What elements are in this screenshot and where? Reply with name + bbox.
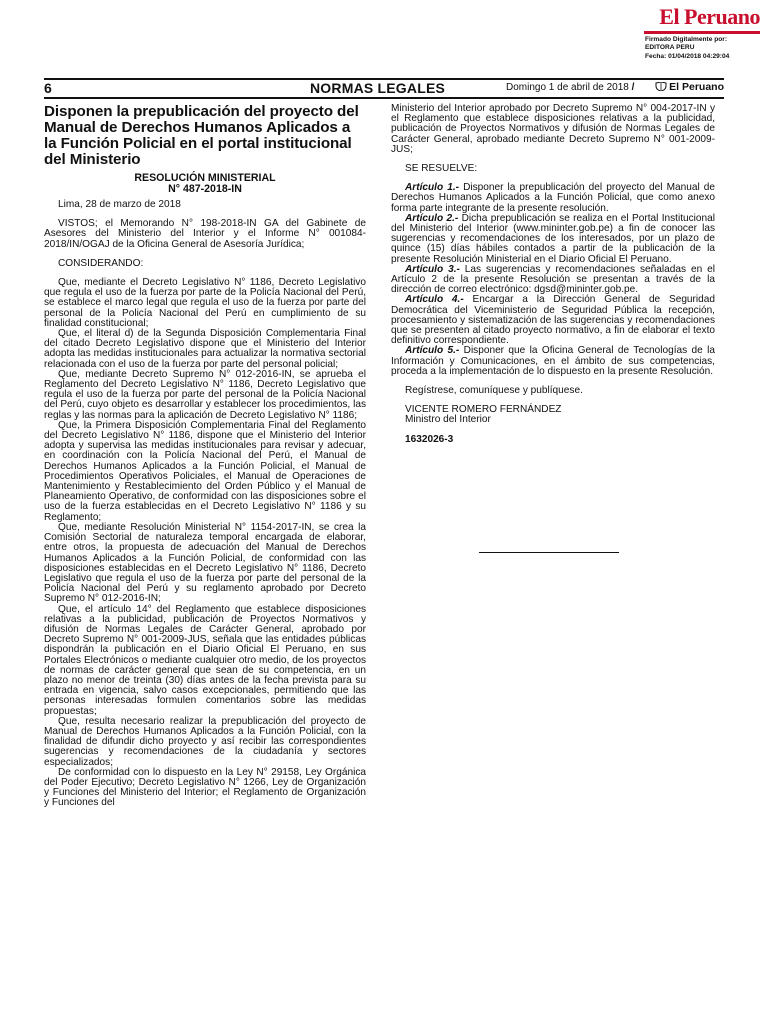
right-column bbox=[391, 104, 715, 445]
articulo-paragraph: Artículo 2.- Dicha prepublicación se realiza en el Portal Institucional del Ministerio del Interior (www.mininter.gob.pe) a fin de conocer las sugerencias y recomendaciones de los interesados, por un plazo de quince (15) días hábiles contados a partir de la publicación de la presente Resolución Ministerial en el Diario Oficial El Peruano. bbox=[391, 212, 715, 265]
masthead bbox=[600, 4, 764, 72]
publication-code: 1632026-3 bbox=[405, 433, 454, 445]
considerando-paragraph: Que, resulta necesario realizar la prepublicación del proyecto de Manual de Derechos Humanos Aplicados a la Función Policial, con la finalidad de difundir dicho proyecto y así recibir las correspondientes sugerencias y recomendaciones de la ciudadanía y sectores especializados; bbox=[44, 715, 366, 768]
digital-signature bbox=[645, 36, 729, 61]
vistos-paragraph: VISTOS; el Memorando N° 198-2018-IN GA del Gabinete de Asesores del Ministerio del Interior y el Informe N° 001084-2018/IN/OGAJ de la Oficina General de Asesoría Jurídica; bbox=[44, 218, 366, 250]
conformidad-continuation: Ministerio del Interior aprobado por Decreto Supremo N° 004-2017-IN y el Reglamento que establece disposiciones relativas a la publicidad, publicación de Proyectos Normativos y difusión de Normas Legales de Carácter General, aprobado mediante Decreto Supremo N° 001-2009-JUS; bbox=[391, 103, 715, 155]
end-rule bbox=[479, 552, 619, 553]
page-header bbox=[44, 80, 724, 96]
signature-line: Firmado Digitalmente por: bbox=[645, 36, 728, 43]
considerando-paragraph: Que, el artículo 14° del Reglamento que establece disposiciones relativas a la publicidad, publicación de Proyectos Normativos y difusión de Normas Legales de Carácter General, aprobado por Decreto Supremo N° 001-2009-JUS, señala que las entidades públicas dispondrán la publicación en el Diario Oficial El Peruano, en sus Portales Electrónicos o mediante cualquier otro medio, de los proyectos de normas de carácter general que sean de su competencia, en un plazo no menor de treinta (30) días antes de la fecha prevista para su entrada en vigencia, salvo casos excepcionales, permitiendo que las personas interesadas formulen comentarios sobre las medidas propuestas; bbox=[44, 603, 366, 717]
articulo-paragraph: Artículo 4.- Encargar a la Dirección General de Seguridad Democrática del Viceministerio de Seguridad Pública la recepción, procesamiento y sistematización de las sugerencias y recomendaciones que se presenten al citado proyecto normativo, a fin de elaborar el texto definitivo correspondiente. bbox=[391, 294, 715, 347]
signature-line: Fecha: 01/04/2018 04:29:04 bbox=[645, 52, 730, 60]
considerando-paragraph: Que, mediante el Decreto Legislativo N° 1186, Decreto Legislativo que regula el uso de la fuerza por parte de la Policía Nacional del Perú, se establece el marco legal que regula el uso de la fuerza por parte del personal de la Policía Nacional del Perú en cumplimiento de su finalidad constitucional; bbox=[44, 277, 366, 329]
conformidad-paragraph: De conformidad con lo dispuesto en la Ley N° 29158, Ley Orgánica del Poder Ejecutivo; Decreto Legislativo N° 1266, Ley de Organización y Funciones del Ministerio del Interior; el Reglamento de Organización y Funciones del bbox=[44, 766, 366, 809]
brand-rule bbox=[644, 31, 760, 34]
considerando-paragraph: Que, el literal d) de la Segunda Disposición Complementaria Final del citado Decreto Legislativo dispone que el Ministerio del Interior adopta las medidas institucionales para actualizar la normativa sectorial relacionada con el uso de la fuerza por parte del personal policial; bbox=[44, 328, 366, 370]
place-date: Lima, 28 de marzo de 2018 bbox=[58, 199, 181, 210]
considerando-paragraph: Que, mediante Resolución Ministerial N° 1154-2017-IN, se crea la Comisión Sectorial de naturaleza temporal encargada de elaborar, entre otros, la propuesta de adecuación del Manual de Derechos Humanos Aplicados a la Función Policial, de conformidad con las disposiciones establecidas en el Decreto Legislativo N° 1186, Decreto Legislativo que regula el uso de la fuerza por parte del personal de la Policía Nacional del Perú y su reglamento aprobado por Decreto Supremo N° 012-2016-IN; bbox=[44, 521, 366, 605]
considerando-label: CONSIDERANDO: bbox=[58, 257, 144, 269]
brand-logo: El Peruano bbox=[659, 4, 760, 29]
resolution-number: N° 487-2018-IN bbox=[168, 183, 242, 195]
se-resuelve-label: SE RESUELVE: bbox=[405, 163, 478, 175]
considerando-paragraph: Que, mediante Decreto Supremo N° 012-2016-IN, se aprueba el Reglamento del Decreto Legislativo N° 1186, Decreto Legislativo que regula el uso de la fuerza por parte del personal de la Policía Nacional del Perú, cuyo objeto es desarrollar y establecer los procedimientos, las reglas y las normas para la aplicación de Decreto Legislativo N° 1186; bbox=[44, 368, 366, 421]
section-title: NORMAS LEGALES bbox=[310, 80, 446, 96]
peru-shield-icon bbox=[655, 82, 667, 91]
signature-line: EDITORA PERU bbox=[645, 44, 695, 52]
articulo-paragraph: Artículo 1.- Disponer la prepublicación del proyecto del Manual de Derechos Humanos Aplicados a la Función Policial, que como anexo forma parte integrante de la presente resolución. bbox=[391, 182, 716, 214]
signer-name: VICENTE ROMERO FERNÁNDEZ bbox=[405, 404, 562, 416]
left-column bbox=[44, 104, 366, 809]
articulo-paragraph: Artículo 3.- Las sugerencias y recomendaciones señaladas en el Artículo 2 de la presente Resolución se presentan a través de la dirección de correo electrónico: dgsd@mininter.gob.pe. bbox=[391, 263, 715, 296]
signer-title: Ministro del Interior bbox=[405, 414, 491, 426]
closing-formula: Regístrese, comuníquese y publíquese. bbox=[405, 385, 583, 397]
articulo-paragraph: Artículo 5.- Disponer que la Oficina General de Tecnologías de la Información y Comunicaciones, en el ámbito de sus competencias, proceda a la implementación de lo dispuesto en la presente Resolución. bbox=[391, 345, 715, 377]
header-date: Domingo 1 de abril de 2018 / bbox=[506, 82, 635, 93]
resolution-type: RESOLUCIÓN MINISTERIAL bbox=[134, 172, 276, 184]
considerando-paragraph: Que, la Primera Disposición Complementaria Final del Reglamento del Decreto Legislativo N° 1186, dispone que el Ministerio del Interior adopta y supervisa las medidas institucionales para revisar y adecuar, en coordinación con la Policía Nacional del Perú, el Manual de Derechos Humanos Aplicados a la Función Policial, el Manual de Procedimientos Operativos Policiales, el Manual de Operaciones de Mantenimiento y Restablecimiento del Orden Público y el Manual de Planeamiento Operativo, de conformidad con las disposiciones sobre el uso de la fuerza establecidas en el Decreto Legislativo N° 1186 y su Reglamento; bbox=[44, 419, 366, 523]
header-bottom-rule bbox=[44, 97, 724, 99]
header-paper: El Peruano bbox=[653, 81, 724, 93]
page-number: 6 bbox=[44, 80, 52, 96]
article-title: Disponen la prepublicación del proyecto del Manual de Derechos Humanos Aplicados a la Función Policial en el portal institucional del Ministerio bbox=[44, 103, 359, 168]
